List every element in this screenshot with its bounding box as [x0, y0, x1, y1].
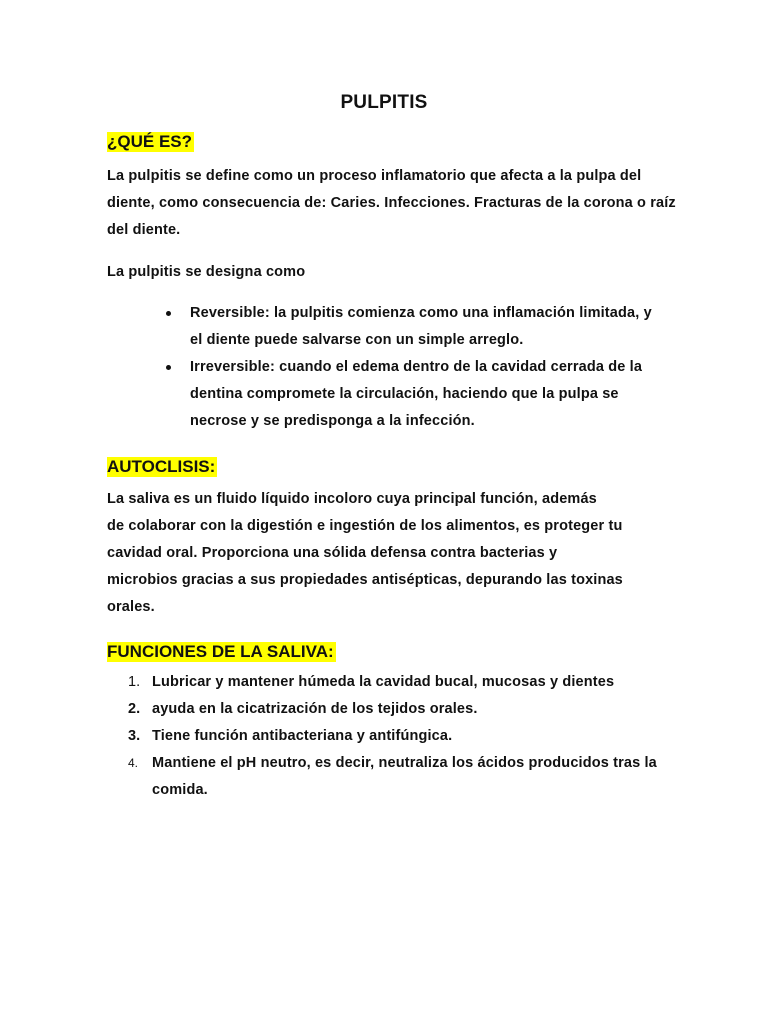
list-number: 2. — [128, 701, 141, 717]
heading-que-es-text: ¿QUÉ ES? — [107, 132, 193, 151]
paragraph-line: orales. — [107, 599, 155, 615]
bullet-list — [0, 300, 768, 435]
paragraph-saliva — [107, 486, 707, 621]
list-number: 4. — [128, 756, 139, 770]
paragraph-designa: La pulpitis se designa como — [107, 264, 306, 280]
heading-autoclisis-text: AUTOCLISIS: — [107, 457, 216, 476]
list-text: ayuda en la cicatrización de los tejidos orales. — [152, 701, 478, 717]
list-text: Lubricar y mantener húmeda la cavidad bucal, mucosas y dientes — [152, 674, 615, 690]
paragraph-line: microbios gracias a sus propiedades antisépticas, depurando las toxinas — [107, 572, 623, 588]
paragraph-line: La saliva es un fluido líquido incoloro cuya principal función, además — [107, 491, 597, 507]
list-item — [0, 354, 768, 435]
heading-autoclisis — [107, 457, 217, 477]
list-item — [0, 750, 768, 804]
page-title: PULPITIS — [340, 92, 428, 113]
list-item — [0, 300, 768, 354]
list-number: 3. — [128, 728, 141, 744]
paragraph-line: de colaborar con la digestión e ingestión de los alimentos, es proteger tu — [107, 518, 623, 534]
bullet-text: Irreversible: cuando el edema dentro de la cavidad cerrada de la dentina compromete la circulación, haciendo que la pulpa se necrose y se predisponga a la infección. — [190, 359, 643, 429]
list-item — [0, 696, 768, 723]
list-text: Tiene función antibacteriana y antifúngica. — [152, 728, 453, 744]
list-item — [0, 669, 768, 696]
numbered-list — [0, 669, 768, 804]
paragraph-definition: La pulpitis se define como un proceso inflamatorio que afecta a la pulpa del diente, como consecuencia de: Caries. Infecciones. Fracturas de la corona o raíz del diente. — [107, 168, 676, 238]
bullet-dot-icon — [166, 365, 171, 370]
list-item — [0, 723, 768, 750]
heading-funciones-text: FUNCIONES DE LA SALIVA: — [107, 642, 334, 661]
list-text: Mantiene el pH neutro, es decir, neutraliza los ácidos producidos tras la comida. — [152, 755, 657, 798]
bullet-text: Reversible: la pulpitis comienza como una inflamación limitada, y el diente puede salvarse con un simple arreglo. — [190, 305, 652, 348]
list-number: 1. — [128, 674, 141, 690]
heading-funciones — [107, 642, 336, 662]
bullet-dot-icon — [166, 311, 171, 316]
heading-que-es — [107, 132, 194, 152]
paragraph-line: cavidad oral. Proporciona una sólida defensa contra bacterias y — [107, 545, 558, 561]
